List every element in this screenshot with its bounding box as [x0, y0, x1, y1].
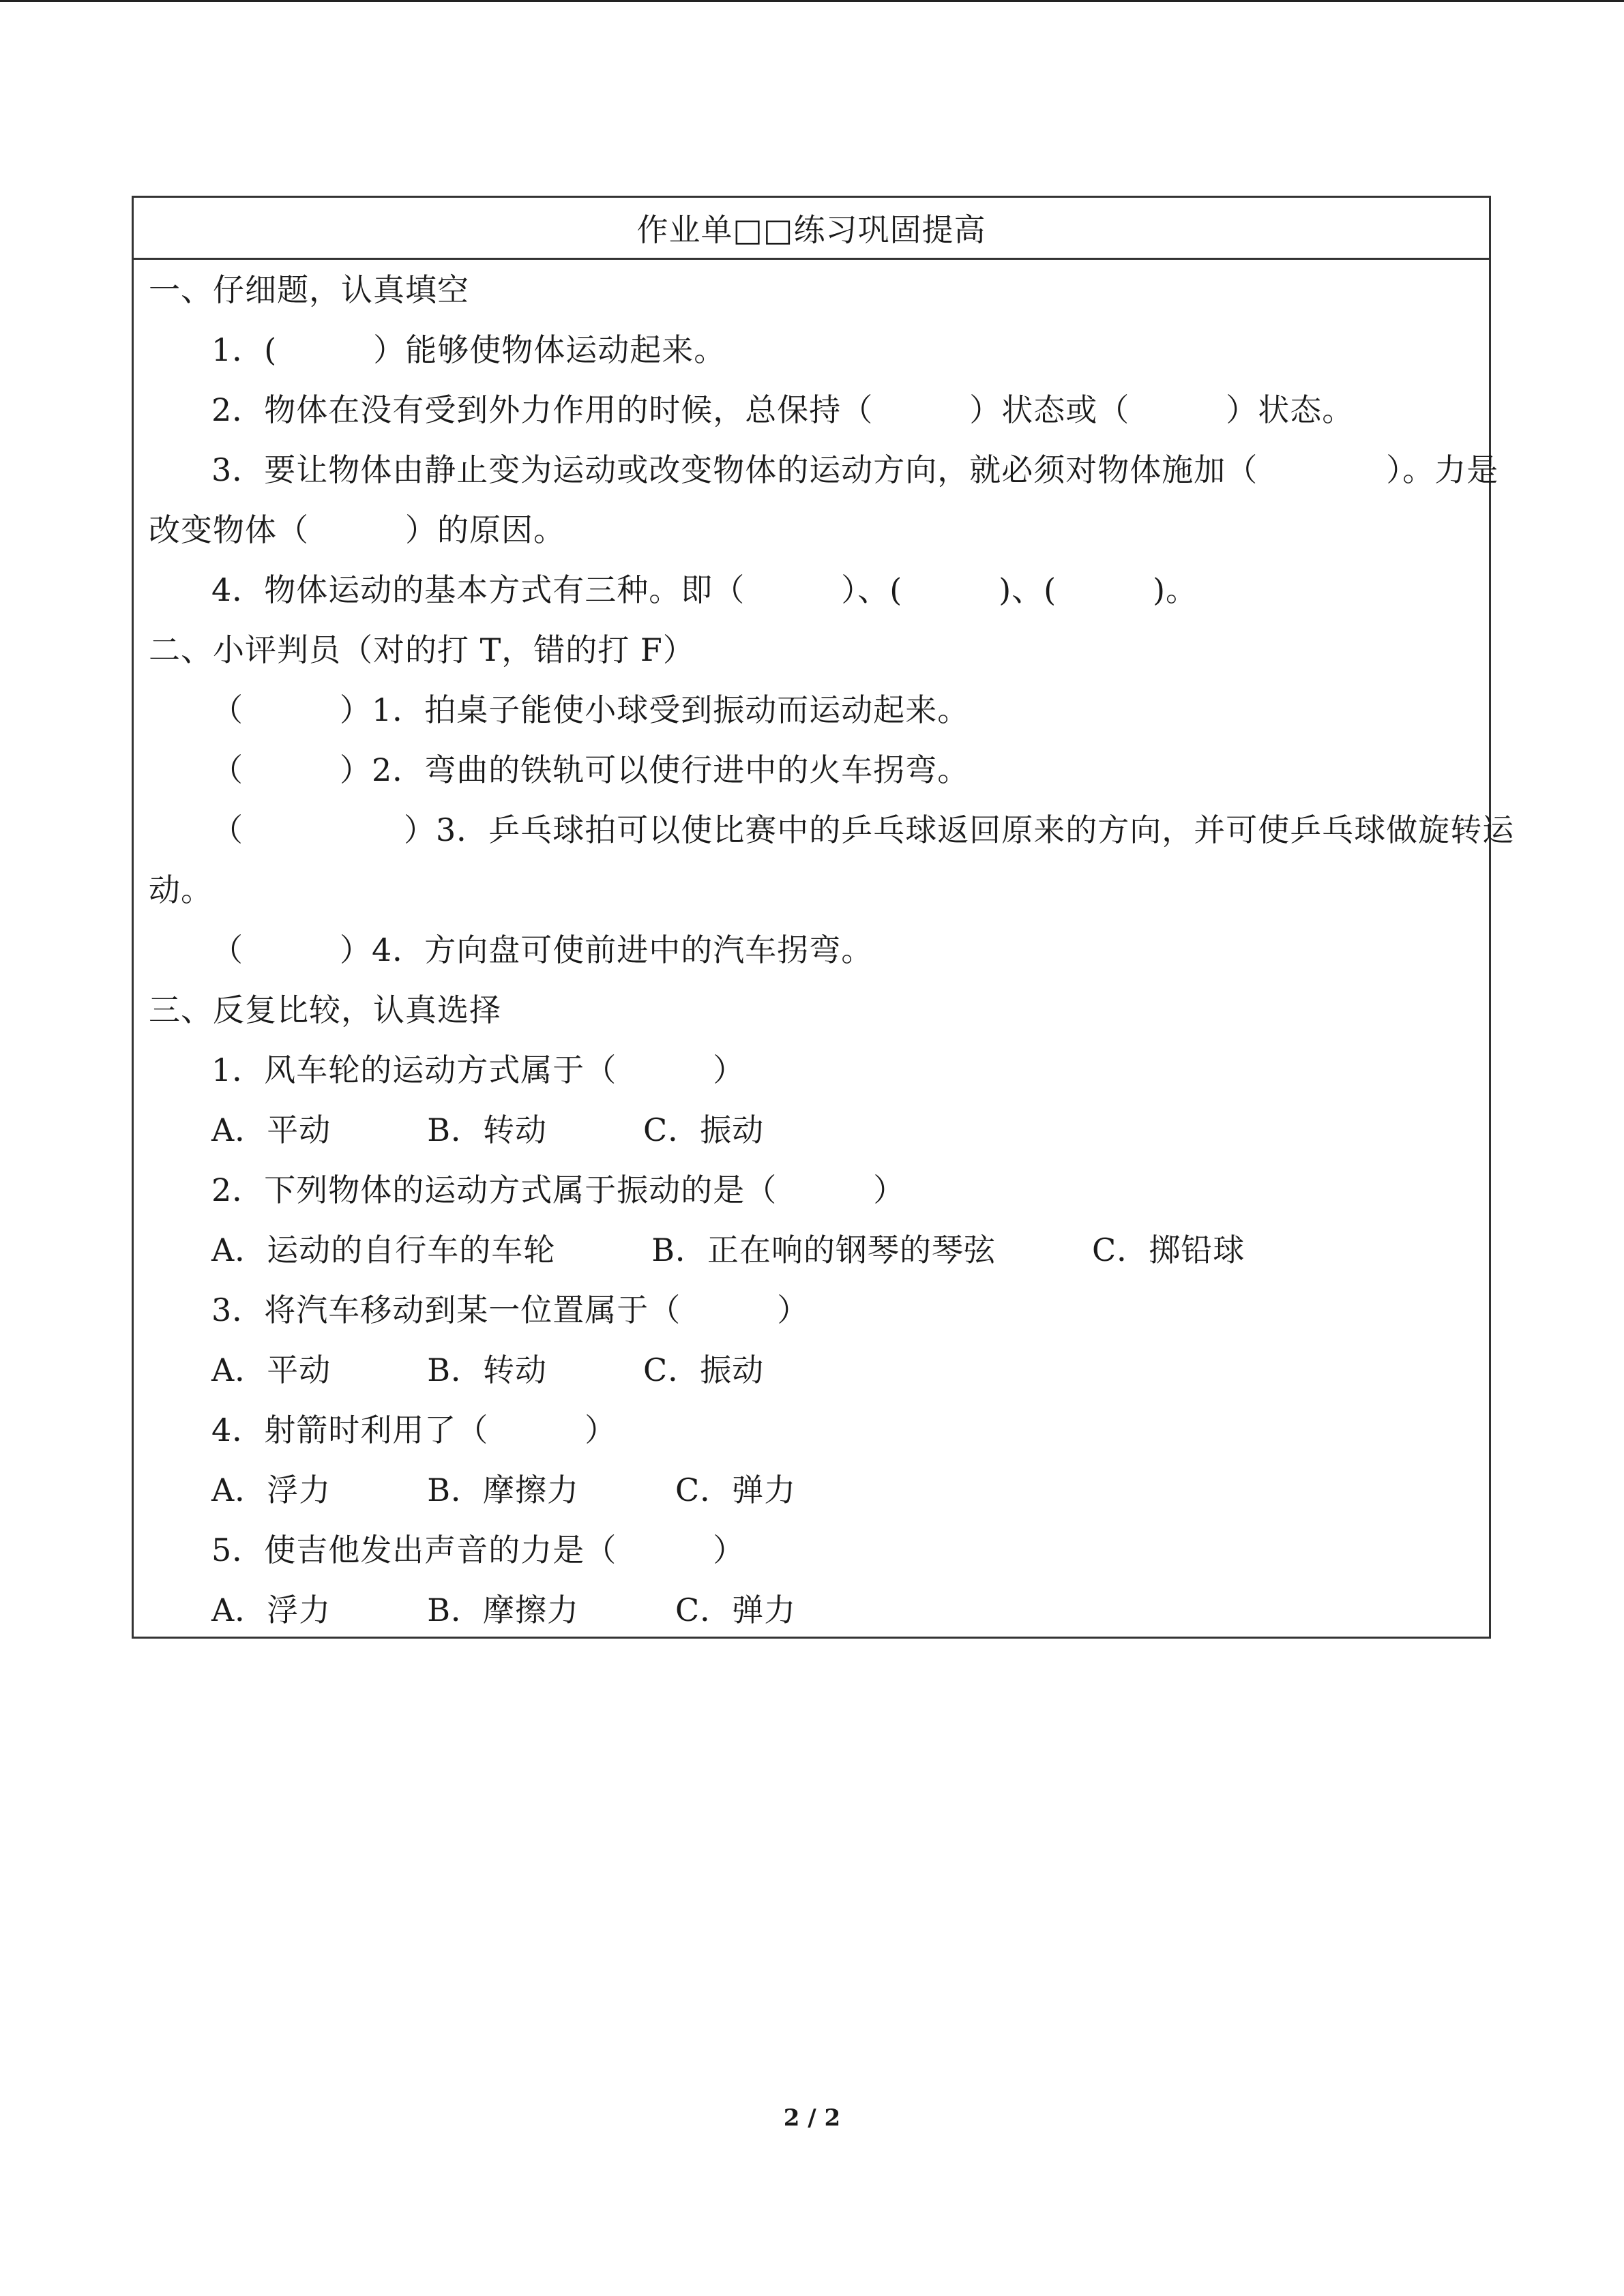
section1-q3-line2: 改变物体（ ）的原因。 — [149, 511, 565, 548]
section2-q4: （ ）4．方向盘可使前进中的汽车拐弯。 — [211, 931, 874, 968]
section1-heading: 一、仔细题，认真填空 — [149, 271, 469, 308]
section1-q1: 1．( ）能够使物体运动起来。 — [211, 331, 726, 368]
section3-q4: 4．射箭时利用了（ ） — [211, 1412, 617, 1448]
section2-q2: （ ）2．弯曲的铁轨可以使行进中的火车拐弯。 — [211, 751, 970, 788]
section1-q3-line1: 3．要让物体由静止变为运动或改变物体的运动方向，就必须对物体施加（ ）。力是 — [211, 451, 1499, 488]
worksheet-content — [149, 260, 1515, 1640]
section3-q4-options: A．浮力 B．摩擦力 C．弹力 — [211, 1472, 797, 1508]
section3-q2: 2．下列物体的运动方式属于振动的是（ ） — [211, 1172, 906, 1208]
section3-q3-options: A．平动 B．转动 C．振动 — [211, 1352, 765, 1388]
worksheet-title: 作业单□□练习巩固提高 — [134, 198, 1489, 260]
page-number: 2 / 2 — [783, 2104, 841, 2132]
section2-q1: （ ）1．拍桌子能使小球受到振动而运动起来。 — [211, 691, 970, 728]
section1-q4: 4．物体运动的基本方式有三种。即（ ）、( )、( )。 — [211, 571, 1198, 608]
section3-q3: 3．将汽车移动到某一位置属于（ ） — [211, 1292, 810, 1328]
section3-q5-options: A．浮力 B．摩擦力 C．弹力 — [211, 1592, 797, 1628]
section3-q5: 5．使吉他发出声音的力是（ ） — [211, 1532, 745, 1568]
worksheet-table — [132, 196, 1515, 1639]
section3-heading: 三、反复比较，认真选择 — [149, 992, 501, 1028]
section3-q1: 1．风车轮的运动方式属于（ ） — [211, 1052, 745, 1088]
section1-q2: 2．物体在没有受到外力作用的时候，总保持（ ）状态或（ ）状态。 — [211, 391, 1355, 428]
top-rule — [0, 0, 1624, 2]
section3-q1-options: A．平动 B．转动 C．振动 — [211, 1112, 765, 1148]
section3-q2-options: A．运动的自行车的车轮 B．正在响的钢琴的琴弦 C．掷铅球 — [211, 1232, 1245, 1268]
section2-heading: 二、小评判员（对的打 T，错的打 F） — [149, 631, 695, 668]
section2-q3-line2: 动。 — [149, 871, 213, 908]
section2-q3-line1: （ ）3．乒乓球拍可以使比赛中的乒乓球返回原来的方向，并可使乒乓球做旋转运 — [211, 811, 1515, 848]
